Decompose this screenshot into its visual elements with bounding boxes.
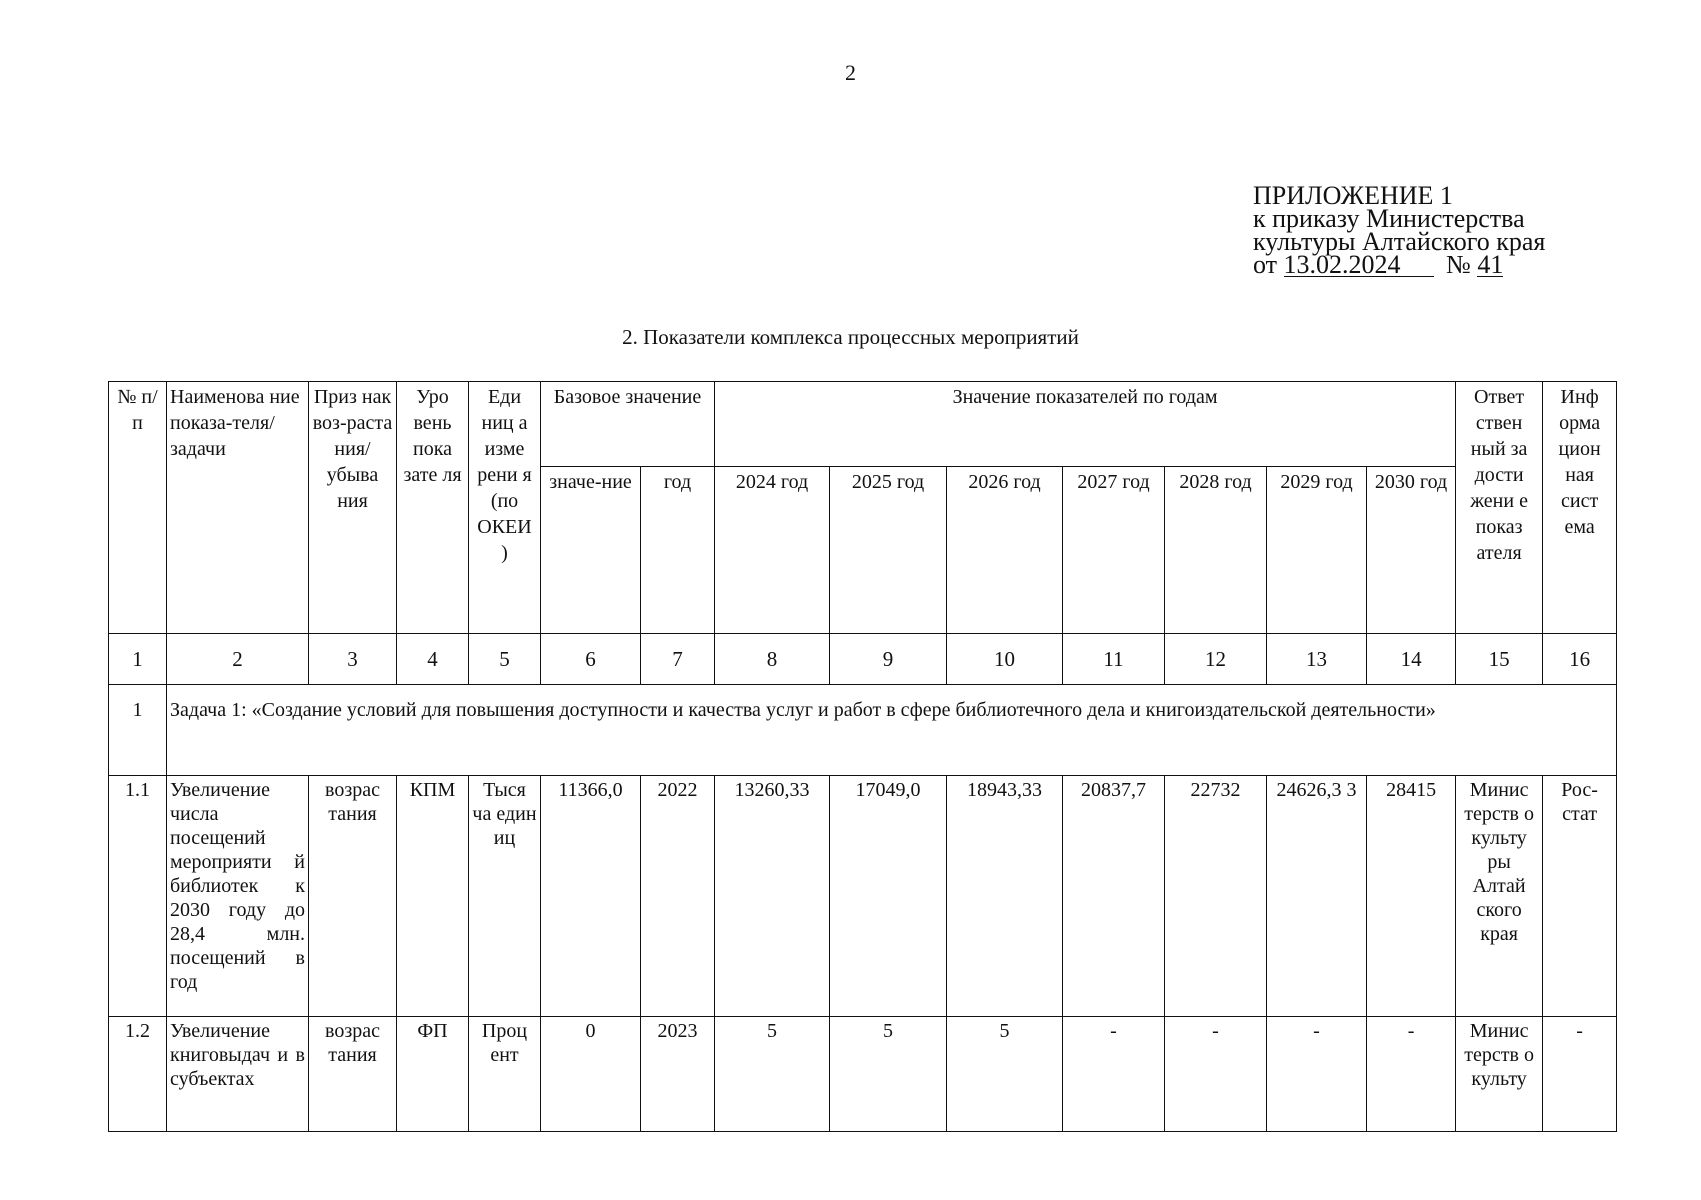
row-level: ФП [397,1017,469,1132]
column-number: 15 [1456,634,1543,685]
row-value-2026: 5 [947,1017,1063,1132]
header-base: Базовое значение [541,382,715,467]
row-value-2025: 5 [830,1017,947,1132]
appendix-line-ministry: культуры Алтайского края [1253,227,1546,256]
appendix-from-label: от [1253,250,1278,279]
header-year-2029: 2029 год [1267,467,1367,634]
column-number: 14 [1367,634,1456,685]
header-sign: Приз нак воз-раста ния/ убыва ния [309,382,397,634]
row-base-year: 2022 [641,776,715,1017]
table-row [109,1017,1617,1132]
row-no: 1.2 [109,1017,167,1132]
appendix-date-line [1253,250,1545,279]
appendix-block [1253,181,1546,279]
column-number: 11 [1063,634,1165,685]
row-value-2028: 22732 [1165,776,1267,1017]
column-number: 3 [309,634,397,685]
row-sign: возрас тания [309,776,397,1017]
header-year-2025: 2025 год [830,467,947,634]
table-row [109,776,1617,1017]
header-year-2026: 2026 год [947,467,1063,634]
appendix-title: ПРИЛОЖЕНИЕ 1 [1253,181,1453,210]
row-responsible: Минис терств о культу [1456,1017,1543,1132]
row-no: 1.1 [109,776,167,1017]
header-base-value: значе-ние [541,467,641,634]
row-value-2029: - [1267,1017,1367,1132]
header-unit: Еди ниц а изме рени я (по ОКЕИ ) [469,382,541,634]
row-sign: возрас тания [309,1017,397,1132]
header-year-2024: 2024 год [715,467,830,634]
column-number: 1 [109,634,167,685]
header-year-2027: 2027 год [1063,467,1165,634]
column-number-row [109,634,1617,685]
column-number: 12 [1165,634,1267,685]
row-value-2027: - [1063,1017,1165,1132]
task-row [109,685,1617,776]
appendix-number-label: № [1446,250,1471,279]
column-number: 13 [1267,634,1367,685]
row-unit: Проц ент [469,1017,541,1132]
row-info-system: Рос-стат [1543,776,1617,1017]
task-no: 1 [109,685,167,776]
row-value-2029: 24626,3 3 [1267,776,1367,1017]
indicators-table [108,381,1617,1132]
header-year-2028: 2028 год [1165,467,1267,634]
page-number: 2 [845,60,856,85]
header-year-2030: 2030 год [1367,467,1456,634]
header-no: № п/п [109,382,167,634]
column-number: 10 [947,634,1063,685]
column-number: 5 [469,634,541,685]
column-number: 8 [715,634,830,685]
row-level: КПМ [397,776,469,1017]
row-value-2024: 5 [715,1017,830,1132]
row-value-2030: - [1367,1017,1456,1132]
row-value-2028: - [1165,1017,1267,1132]
header-years-group: Значение показателей по годам [715,382,1456,467]
header-base-year: год [641,467,715,634]
row-value-2027: 20837,7 [1063,776,1165,1017]
row-base-value: 0 [541,1017,641,1132]
header-responsible: Ответ ствен ный за дости жени е показ ателя [1456,382,1543,634]
row-value-2024: 13260,33 [715,776,830,1017]
row-info-system: - [1543,1017,1617,1132]
section-title: 2. Показатели комплекса процессных мероприятий [622,325,1079,349]
row-value-2030: 28415 [1367,776,1456,1017]
row-name: Увеличение числа посещений мероприяти й библиотек к 2030 году до 28,4 млн. посещений в год [167,776,309,1017]
row-name: Увеличение книговыдач и в субъектах [167,1017,309,1132]
task-text: Задача 1: «Создание условий для повышения доступности и качества услуг и работ в сфере библиотечного дела и книгоиздательской деятельности» [167,685,1617,776]
row-unit: Тыся ча един иц [469,776,541,1017]
header-level: Уро вень пока зате ля [397,382,469,634]
column-number: 6 [541,634,641,685]
header-row-1 [109,382,1617,467]
column-number: 9 [830,634,947,685]
header-name: Наименова ние показа-теля/задачи [167,382,309,634]
appendix-line-order: к приказу Министерства [1253,204,1525,233]
appendix-date: 13.02.2024 [1284,254,1434,277]
header-info-system: Инф орма цион ная сист ема [1543,382,1617,634]
row-base-value: 11366,0 [541,776,641,1017]
row-base-year: 2023 [641,1017,715,1132]
row-value-2026: 18943,33 [947,776,1063,1017]
column-number: 7 [641,634,715,685]
appendix-number: 41 [1477,250,1504,279]
row-value-2025: 17049,0 [830,776,947,1017]
column-number: 4 [397,634,469,685]
column-number: 2 [167,634,309,685]
row-responsible: Минис терств о культу ры Алтай ского края [1456,776,1543,1017]
column-number: 16 [1543,634,1617,685]
